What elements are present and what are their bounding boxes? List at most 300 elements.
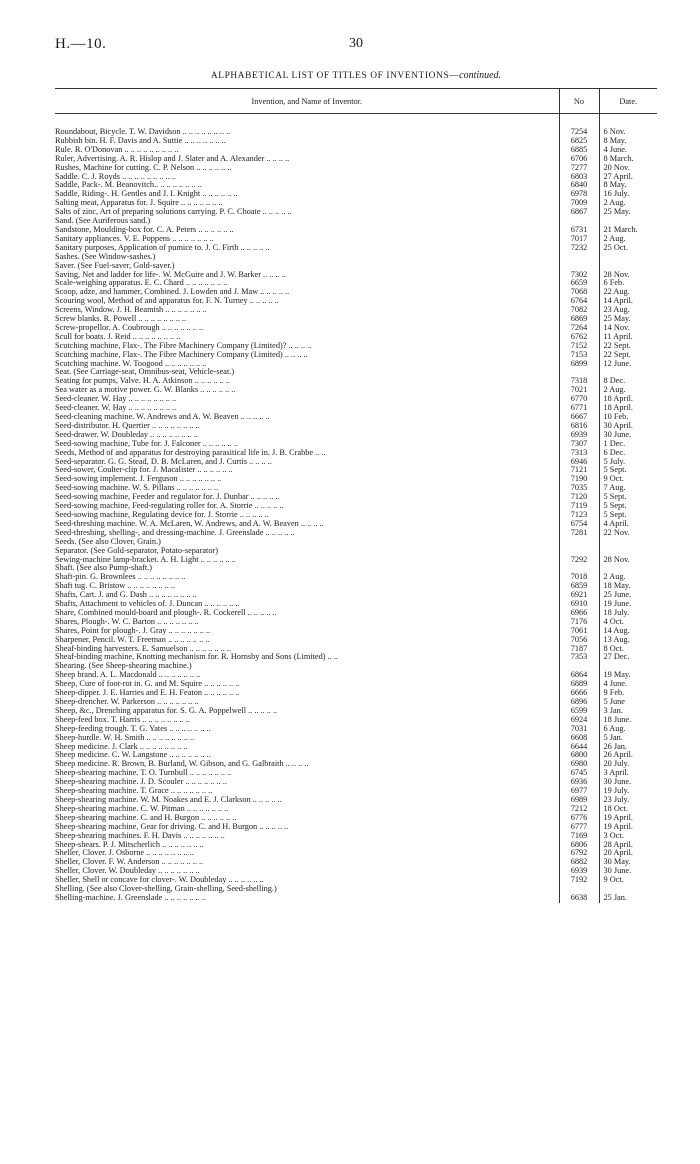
patent-number-cell [559, 538, 599, 547]
table-row [55, 226, 657, 235]
invention-cell: Scutching machine. W. Toogood .. .. .. .. .. .. .. [55, 359, 207, 368]
invention-cell: Seed-distributor. H. Quertier .. .. .. .. .. .. .. .. [55, 421, 200, 430]
invention-cell: Sheep-feed box. T. Harris .. .. .. .. .. .. .. .. [55, 715, 190, 724]
date-cell: 5 Jan. [599, 734, 657, 743]
patent-number-cell: 6762 [559, 333, 599, 342]
date-cell: 26 Jan. [599, 743, 657, 752]
patent-number-cell: 7277 [559, 164, 599, 173]
date-cell: 25 June. [599, 591, 657, 600]
date-cell [599, 538, 657, 547]
invention-cell: Sheep-hurdle. W. H. Smith .. .. .. .. .. .. .. .. [55, 733, 195, 742]
invention-cell: Sheep, &c., Drenching apparatus for. S. G. A. Poppelwell .. .. .. .. .. [55, 706, 278, 715]
table-row [55, 627, 657, 636]
date-cell: 18 April. [599, 404, 657, 413]
date-cell: 18 April. [599, 395, 657, 404]
date-cell: 20 July. [599, 760, 657, 769]
table-row [55, 520, 657, 529]
date-cell: 21 March. [599, 226, 657, 235]
invention-cell: Seed-cleaning machine. W. Andrews and A. W. Beaven .. .. .. .. .. [55, 413, 270, 421]
list-title [55, 70, 657, 81]
table-row [55, 466, 657, 475]
date-cell: 8 Dec. [599, 377, 657, 386]
patent-number-cell: 6885 [559, 146, 599, 155]
patent-number-cell: 6825 [559, 137, 599, 146]
table-row [55, 841, 657, 850]
date-cell: 26 April. [599, 751, 657, 760]
column-header-invention: Invention, and Name of Inventor. [55, 89, 559, 114]
patent-number-cell: 7061 [559, 627, 599, 636]
patent-number-cell [559, 368, 599, 377]
patent-number-cell: 7281 [559, 529, 599, 538]
patent-number-cell: 7123 [559, 511, 599, 520]
patent-number-cell: 6977 [559, 787, 599, 796]
table-row [55, 395, 657, 404]
table-row [55, 662, 657, 671]
invention-cell: Seed-sowing machine, Tube for. J. Falconer .. .. .. .. .. .. [55, 439, 238, 448]
table-row [55, 422, 657, 431]
date-cell [599, 217, 657, 226]
table-row [55, 751, 657, 760]
invention-cell: Sheaf-binding harvesters. E. Samuelson .. .. .. .. .. .. .. [55, 644, 232, 653]
patent-number-cell: 6946 [559, 458, 599, 467]
patent-number-cell: 6989 [559, 796, 599, 805]
patent-number-cell: 6978 [559, 190, 599, 199]
date-cell: 11 April. [599, 333, 657, 342]
table-row [55, 564, 657, 573]
patent-number-cell: 7302 [559, 271, 599, 280]
table-row [55, 725, 657, 734]
patent-number-cell: 6889 [559, 680, 599, 689]
patent-number-cell: 6939 [559, 867, 599, 876]
table-row [55, 849, 657, 858]
date-cell: 6 Nov. [599, 128, 657, 137]
invention-cell: Sheep-drencher. W. Parkerson .. .. .. .. .. .. .. [55, 698, 199, 706]
date-cell: 6 Feb. [599, 279, 657, 288]
date-cell: 25 May. [599, 208, 657, 217]
patent-number-cell: 6666 [559, 689, 599, 698]
invention-cell: Sheep-dipper. J. E. Harries and E. H. Featon .. .. .. .. .. .. [55, 689, 240, 698]
invention-cell: Seed-threshing machine. W. A. McLaren, W. Andrews, and A. W. Beaven .. .. .. .. [55, 519, 324, 528]
patent-number-cell: 7009 [559, 199, 599, 208]
table-row [55, 867, 657, 876]
patent-number-cell: 6764 [559, 297, 599, 306]
invention-cell: Saddle, Riding-. H. Gentles and J. I. Knight .. .. .. .. .. .. [55, 190, 238, 199]
date-cell: 20 April. [599, 849, 657, 858]
table-row [55, 413, 657, 422]
date-cell: 6 Aug. [599, 725, 657, 734]
table-row [55, 386, 657, 395]
inventions-table-body [55, 114, 657, 903]
patent-number-cell: 7192 [559, 876, 599, 885]
inventions-table [55, 88, 657, 903]
invention-cell: Shelling-machine. J. Greenslade .. .. .. .. .. .. .. [55, 893, 206, 902]
invention-cell: Roundabout, Bicycle. T. W. Davidson .. .. .. .. .. .. .. .. [55, 128, 231, 136]
table-row [55, 671, 657, 680]
list-title-main: ALPHABETICAL LIST OF TITLES OF INVENTIONS— [210, 71, 460, 81]
invention-cell: Salting meat, Apparatus for. J. Squire .. .. .. .. .. .. .. [55, 199, 223, 208]
patent-number-cell: 6867 [559, 208, 599, 217]
invention-cell: Seeds. (See also Clover, Grain.) [55, 537, 161, 546]
table-row [55, 778, 657, 787]
table-row [55, 342, 657, 351]
date-cell: 30 June. [599, 431, 657, 440]
table-row [55, 573, 657, 582]
invention-cell: Separator. (See Gold-separator, Potato-separator) [55, 546, 219, 555]
invention-cell: Sheller, Shell or concave for clover-. W. Doubleday .. .. .. .. .. .. [55, 876, 264, 885]
invention-cell: Rubbish bin. H. F. Davis and A. Suttie .. .. .. .. .. .. .. [55, 136, 226, 145]
date-cell: 5 Sept. [599, 466, 657, 475]
patent-number-cell: 6599 [559, 707, 599, 716]
invention-cell: Shafts, Attachment to vehicles of. J. Duncan .. .. .. .. .. .. [55, 600, 240, 609]
table-top-spacer [55, 114, 657, 129]
date-cell: 13 Aug. [599, 636, 657, 645]
invention-cell: Seed-sower, Coulter-clip for. J. Macalister .. .. .. .. .. .. [55, 466, 233, 475]
invention-cell: Shafts, Cart. J. and G. Dash .. .. .. .. .. .. .. .. [55, 591, 197, 600]
date-cell: 18 May. [599, 582, 657, 591]
date-cell: 27 Dec. [599, 653, 657, 662]
date-cell [599, 885, 657, 894]
invention-cell: Saddle. C. J. Royds .. .. .. .. .. .. .. .. .. [55, 172, 177, 181]
table-row [55, 529, 657, 538]
date-cell [599, 253, 657, 262]
invention-cell: Seed-sowing machine. W. S. Pillans .. .. .. .. .. .. .. [55, 484, 219, 493]
table-row [55, 324, 657, 333]
table-row [55, 538, 657, 547]
table-row [55, 511, 657, 520]
date-cell: 4 June. [599, 680, 657, 689]
patent-number-cell: 6939 [559, 431, 599, 440]
patent-number-cell: 7068 [559, 288, 599, 297]
invention-cell: Sheep medicine. J. Clark .. .. .. .. .. .. .. .. [55, 742, 188, 751]
date-cell: 5 Sept. [599, 493, 657, 502]
invention-cell: Seeds, Method of and apparatus for destroying parasitical life in. J. B. Crabbe .. .. [55, 448, 326, 457]
invention-cell: Sheep-shearing machine. C. W. Pitman .. .. .. .. .. .. .. [55, 804, 229, 813]
table-row [55, 164, 657, 173]
patent-number-cell: 7176 [559, 618, 599, 627]
table-row [55, 760, 657, 769]
date-cell: 18 July. [599, 609, 657, 618]
date-cell: 9 Oct. [599, 475, 657, 484]
patent-number-cell: 7254 [559, 128, 599, 137]
date-cell [599, 564, 657, 573]
table-row [55, 271, 657, 280]
date-cell: 18 June. [599, 716, 657, 725]
page-reference: H.—10. [55, 36, 107, 52]
table-row [55, 484, 657, 493]
invention-cell: Sheep-feeding trough. T. G. Yates .. .. .. .. .. .. .. [55, 724, 211, 733]
table-row [55, 155, 657, 164]
date-cell: 4 April. [599, 520, 657, 529]
invention-cell: Sanitary purposes, Application of pumice to. J. C. Firth .. .. .. .. .. [55, 243, 270, 252]
patent-number-cell: 6816 [559, 422, 599, 431]
invention-cell: Screens, Window. J. H. Beamish .. .. .. .. .. .. .. [55, 306, 207, 315]
patent-number-cell: 6777 [559, 823, 599, 832]
patent-number-cell: 6731 [559, 226, 599, 235]
table-header-row [55, 89, 657, 114]
table-row [55, 787, 657, 796]
date-cell: 9 Oct. [599, 876, 657, 885]
date-cell: 1 Dec. [599, 440, 657, 449]
table-row [55, 493, 657, 502]
date-cell: 2 Aug. [599, 573, 657, 582]
patent-number-cell: 7187 [559, 645, 599, 654]
date-cell: 8 May. [599, 181, 657, 190]
patent-number-cell: 7212 [559, 805, 599, 814]
table-row [55, 796, 657, 805]
invention-cell: Sheep-shearing machine. W. M. Noakes and E. J. Clarkson .. .. .. .. .. [55, 795, 282, 804]
table-row [55, 377, 657, 386]
table-row [55, 217, 657, 226]
patent-number-cell [559, 253, 599, 262]
invention-cell: Rule. R. O'Donovan .. .. .. .. .. .. .. .. .. [55, 145, 179, 154]
date-cell: 8 March. [599, 155, 657, 164]
table-row [55, 288, 657, 297]
invention-cell: Sharpener, Pencil. W. T. Freeman .. .. .. .. .. .. .. [55, 635, 210, 644]
patent-number-cell [559, 547, 599, 556]
patent-number-cell: 7190 [559, 475, 599, 484]
patent-number-cell: 7153 [559, 351, 599, 360]
table-row [55, 458, 657, 467]
invention-cell: Screw blanks. R. Powell .. .. .. .. .. .. .. .. [55, 315, 187, 324]
table-row [55, 653, 657, 662]
table-row [55, 360, 657, 369]
table-row [55, 769, 657, 778]
page-number: 30 [349, 36, 363, 51]
date-cell: 16 July. [599, 190, 657, 199]
table-row [55, 279, 657, 288]
date-cell: 5 June [599, 698, 657, 707]
patent-number-cell: 7292 [559, 556, 599, 565]
patent-number-cell [559, 564, 599, 573]
table-row [55, 618, 657, 627]
patent-number-cell: 7035 [559, 484, 599, 493]
patent-number-cell: 6864 [559, 671, 599, 680]
date-cell: 22 Nov. [599, 529, 657, 538]
patent-number-cell: 6754 [559, 520, 599, 529]
patent-number-cell: 6745 [559, 769, 599, 778]
date-cell: 12 June. [599, 360, 657, 369]
date-cell: 19 July. [599, 787, 657, 796]
invention-cell: Sheep-shearing machine, Gear for driving. C. and H. Burgon .. .. .. .. .. [55, 822, 289, 831]
invention-cell: Sea water as a motive power. G. W. Blanks .. .. .. .. .. .. [55, 386, 236, 395]
date-cell: 7 Aug. [599, 484, 657, 493]
invention-cell: Shaft tug. C. Bristow .. .. .. .. .. .. .. .. [55, 582, 176, 591]
invention-cell: Shelling. (See also Clover-shelling, Grain-shelling, Seed-shelling.) [55, 885, 277, 894]
table-row [55, 306, 657, 315]
patent-number-cell: 7056 [559, 636, 599, 645]
date-cell: 19 April. [599, 814, 657, 823]
invention-cell: Scull for boats. J. Reid .. .. .. .. .. .. .. .. [55, 332, 181, 341]
table-row [55, 208, 657, 217]
patent-number-cell: 6840 [559, 181, 599, 190]
patent-number-cell: 6882 [559, 858, 599, 867]
page-header [55, 36, 657, 54]
date-cell: 14 Aug. [599, 627, 657, 636]
table-row [55, 315, 657, 324]
patent-number-cell: 6638 [559, 894, 599, 903]
patent-number-cell: 6608 [559, 734, 599, 743]
date-cell: 5 Sept. [599, 511, 657, 520]
date-cell: 14 Nov. [599, 324, 657, 333]
patent-number-cell: 6924 [559, 716, 599, 725]
date-cell: 18 Oct. [599, 805, 657, 814]
date-cell: 3 April. [599, 769, 657, 778]
invention-cell: Seating for pumps, Valve. H. A. Atkinson .. .. .. .. .. .. [55, 377, 230, 386]
invention-cell: Seed-drawer. W. Doubleday .. .. .. .. .. .. .. .. [55, 430, 198, 439]
date-cell: 5 July. [599, 458, 657, 467]
date-cell: 19 April. [599, 823, 657, 832]
table-row [55, 449, 657, 458]
invention-cell: Sanitary appliances. V. E. Poppens .. .. .. .. .. .. .. [55, 234, 214, 243]
date-cell: 5 Sept. [599, 502, 657, 511]
invention-cell: Seed-separator. G. G. Stead, D. B. McLaren, and J. Curtis .. .. .. .. [55, 457, 272, 466]
date-cell: 20 Nov. [599, 164, 657, 173]
invention-cell: Shares, Point for plough-. J. Gray .. .. .. .. .. .. .. [55, 626, 211, 635]
list-title-suffix: continued. [459, 70, 502, 81]
table-row [55, 805, 657, 814]
table-row [55, 547, 657, 556]
table-row [55, 743, 657, 752]
patent-number-cell: 6771 [559, 404, 599, 413]
date-cell: 8 May. [599, 137, 657, 146]
table-row [55, 636, 657, 645]
table-row [55, 404, 657, 413]
date-cell [599, 262, 657, 271]
table-row [55, 680, 657, 689]
date-cell [599, 547, 657, 556]
table-row [55, 707, 657, 716]
table-row [55, 368, 657, 377]
patent-number-cell: 6803 [559, 173, 599, 182]
date-cell: 30 April. [599, 422, 657, 431]
invention-cell: Seat. (See Carriage-seat, Omnibus-seat, Vehicle-seat.) [55, 368, 235, 377]
date-cell: 23 July. [599, 796, 657, 805]
patent-number-cell [559, 217, 599, 226]
date-cell [599, 368, 657, 377]
invention-cell: Seed-sowing machine, Feeder and regulator for. J. Dunbar .. .. .. .. .. [55, 493, 280, 502]
table-row [55, 253, 657, 262]
invention-cell: Seed-sowing machine, Feed-regulating roller for. A. Storrie .. .. .. .. .. [55, 502, 284, 511]
patent-number-cell [559, 262, 599, 271]
table-row [55, 475, 657, 484]
table-row [55, 235, 657, 244]
date-cell: 9 Feb. [599, 689, 657, 698]
table-row [55, 173, 657, 182]
invention-cell: Scutching machine, Flax-. The Fibre Machinery Company (Limited) .. .. .. .. [55, 350, 308, 359]
patent-number-cell: 6776 [559, 814, 599, 823]
date-cell: 22 Aug. [599, 288, 657, 297]
table-row [55, 128, 657, 137]
date-cell: 2 Aug. [599, 386, 657, 395]
patent-number-cell: 6667 [559, 413, 599, 422]
date-cell: 28 Nov. [599, 556, 657, 565]
patent-number-cell: 6644 [559, 743, 599, 752]
patent-number-cell: 7318 [559, 377, 599, 386]
date-cell: 6 Dec. [599, 449, 657, 458]
column-header-number: No [559, 89, 599, 114]
patent-number-cell: 6896 [559, 698, 599, 707]
patent-number-cell: 7021 [559, 386, 599, 395]
table-row [55, 556, 657, 565]
patent-number-cell: 7120 [559, 493, 599, 502]
invention-cell: Sheep medicine. R. Brown, B. Burland, W. Gibson, and G. Galbraith .. .. .. .. [55, 760, 309, 769]
patent-number-cell: 6706 [559, 155, 599, 164]
date-cell [599, 662, 657, 671]
patent-number-cell: 6806 [559, 841, 599, 850]
date-cell: 30 May. [599, 858, 657, 867]
table-row [55, 297, 657, 306]
invention-cell: Saver. (See Fuel-saver, Gold-saver.) [55, 261, 175, 270]
patent-number-cell: 6770 [559, 395, 599, 404]
patent-number-cell: 7353 [559, 653, 599, 662]
invention-cell: Screw-propellor. A. Coubrough .. .. .. .. .. .. .. [55, 323, 204, 332]
invention-cell: Sand. (See Auriferous sand.) [55, 217, 151, 226]
patent-number-cell: 7307 [559, 440, 599, 449]
date-cell: 30 June. [599, 778, 657, 787]
table-row [55, 814, 657, 823]
patent-number-cell: 6980 [559, 760, 599, 769]
patent-number-cell: 6800 [559, 751, 599, 760]
date-cell: 4 June. [599, 146, 657, 155]
patent-number-cell: 7018 [559, 573, 599, 582]
date-cell: 22 Sept. [599, 342, 657, 351]
table-row [55, 823, 657, 832]
table-row [55, 181, 657, 190]
table-row [55, 885, 657, 894]
date-cell: 2 Aug. [599, 199, 657, 208]
table-row [55, 716, 657, 725]
patent-number-cell: 7017 [559, 235, 599, 244]
patent-number-cell: 7152 [559, 342, 599, 351]
patent-number-cell: 7264 [559, 324, 599, 333]
table-row [55, 689, 657, 698]
patent-number-cell [559, 885, 599, 894]
invention-cell: Salts of zinc, Art of preparing solutions carrying. P. C. Choate .. .. .. .. .. [55, 208, 292, 217]
invention-cell: Scouring wool, Method of and apparatus for. F. N. Turney .. .. .. .. .. [55, 297, 279, 306]
patent-number-cell: 6869 [559, 315, 599, 324]
patent-number-cell [559, 662, 599, 671]
table-row [55, 832, 657, 841]
date-cell: 19 May. [599, 671, 657, 680]
date-cell: 19 June. [599, 600, 657, 609]
date-cell: 3 Oct. [599, 832, 657, 841]
invention-cell: Sheller, Clover. J. Osborne .. .. .. .. .. .. .. .. [55, 849, 194, 858]
date-cell: 3 Jan. [599, 707, 657, 716]
patent-number-cell: 7031 [559, 725, 599, 734]
date-cell: 2 Aug. [599, 235, 657, 244]
patent-number-cell: 6659 [559, 279, 599, 288]
table-row [55, 190, 657, 199]
patent-number-cell: 7169 [559, 832, 599, 841]
date-cell: 27 April. [599, 173, 657, 182]
patent-number-cell: 6859 [559, 582, 599, 591]
table-row [55, 244, 657, 253]
table-row [55, 698, 657, 707]
table-row [55, 600, 657, 609]
table-row [55, 609, 657, 618]
date-cell: 30 June. [599, 867, 657, 876]
table-row [55, 146, 657, 155]
invention-cell: Seed-cleaner. W. Hay .. .. .. .. .. .. .. .. [55, 395, 177, 404]
invention-cell: Shearing. (See Sheep-shearing machine.) [55, 662, 192, 671]
patent-number-cell: 7119 [559, 502, 599, 511]
invention-cell: Sheep-shearing machines. F. H. Davis .. .. .. .. .. .. .. [55, 831, 225, 840]
invention-cell: Saddle, Pack-. M. Beanovitch.. .. .. .. .. .. .. .. [55, 181, 202, 190]
invention-cell: Scale-weighing apparatus. E. C. Chard .. .. .. .. .. .. .. [55, 279, 228, 288]
invention-cell: Rushes, Machine for cutting. C. P. Nelson .. .. .. .. .. .. [55, 163, 232, 172]
patent-number-cell: 6910 [559, 600, 599, 609]
date-cell: 23 Aug. [599, 306, 657, 315]
